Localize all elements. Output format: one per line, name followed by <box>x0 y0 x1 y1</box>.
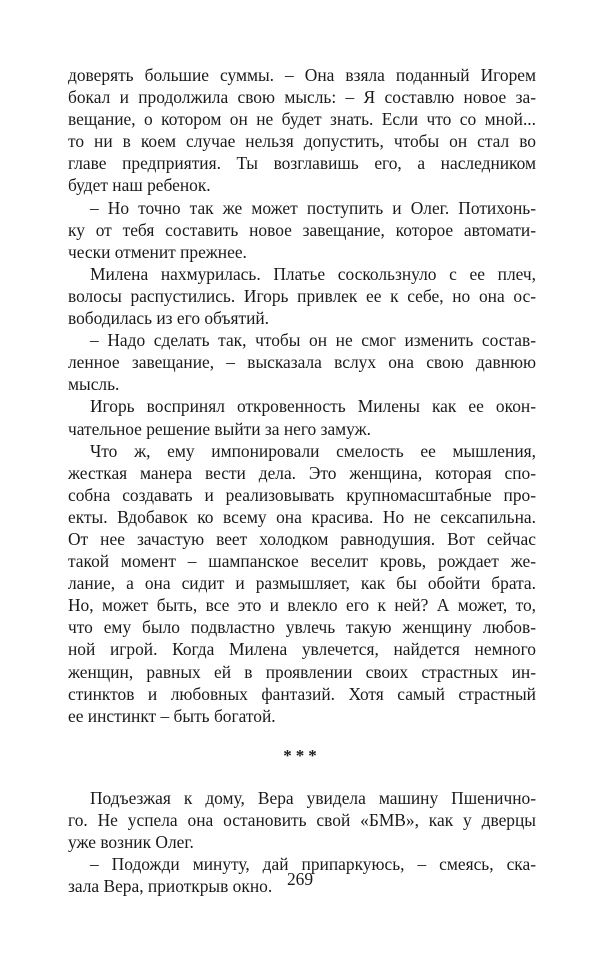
paragraph <box>68 440 536 727</box>
text-line: доверять большие суммы. – Она взяла поданный Игорем <box>68 65 536 85</box>
text-line: мысль. <box>68 374 120 395</box>
text-line: Милена нахмурилась. Платье соскользнуло с ее плеч, <box>90 263 536 284</box>
page-number: 269 <box>286 869 314 889</box>
text-line: жесткая манера вести дела. Это женщина, которая спо- <box>68 462 536 483</box>
paragraph <box>68 329 536 395</box>
paragraph <box>68 395 536 439</box>
text-line: ной игрой. Когда Милена увлечется, найдется немного <box>68 639 536 660</box>
text-line: Что ж, ему импонировали смелость ее мышления, <box>90 440 536 461</box>
text-line: Игорь воспринял откровенность Милены как ее окон- <box>90 396 536 417</box>
text-line: то ни в коем случае нельзя допустить, чтобы он стал во <box>68 131 536 152</box>
text-line: – Подожди минуту, дай припаркуюсь, – смеясь, ска- <box>90 854 536 875</box>
text-line: такой момент – шампанское веселит кровь, рождает же- <box>68 551 536 572</box>
text-line: От нее зачастую веет холодком равнодушия. Вот сейчас <box>68 528 536 549</box>
text-line: Подъезжая к дому, Вера увидела машину Пшенично- <box>90 787 536 808</box>
text-line: чательное решение выйти за него замуж. <box>68 418 372 439</box>
text-line: – Надо сделать так, чтобы он не смог изменить состав- <box>90 330 536 351</box>
text-line: главе предприятия. Ты возглавишь его, а наследником <box>68 153 536 174</box>
paragraph <box>68 787 536 853</box>
text-line: собна создавать и реализовывать крупномасштабные про- <box>68 484 536 505</box>
text-line: зала Вера, приоткрыв окно. <box>68 876 273 897</box>
text-line: вободилась из его объятий. <box>68 308 270 329</box>
text-line: ее инстинкт – быть богатой. <box>68 705 276 726</box>
text-line: бокал и продолжила свою мысль: – Я составлю новое за- <box>68 87 536 108</box>
text-line: ленное завещание, – высказала вслух она свою давнюю <box>68 352 536 373</box>
text-line: вещание, о котором он не будет знать. Если что со мной... <box>68 109 536 130</box>
text-line: екты. Вдобавок ко всему она красива. Но не сексапильна. <box>68 506 536 527</box>
page-body <box>68 64 536 897</box>
text-line: го. Не успела она остановить свой «БМВ», как у дверцы <box>68 809 536 830</box>
text-line: что ему было подвластно увлечь такую женщину любов- <box>68 617 536 638</box>
text-block-before <box>68 64 536 727</box>
text-line: уже возник Олег. <box>68 832 194 852</box>
paragraph <box>68 64 536 197</box>
paragraph <box>68 263 536 329</box>
text-line: будет наш ребенок. <box>68 175 211 196</box>
section-divider: *** <box>283 745 321 765</box>
text-line: стинктов и любовных фантазий. Хотя самый страстный <box>68 683 536 704</box>
text-line: женщин, равных ей в проявлении своих страстных ин- <box>68 661 536 682</box>
text-line: ку от тебя составить новое завещание, которое автомати- <box>68 219 536 240</box>
text-line: – Но точно так же может поступить и Олег. Потихонь- <box>90 197 536 218</box>
text-line: чески отменит прежнее. <box>68 241 247 262</box>
text-line: Но, может быть, все это и влекло его к ней? А может, то, <box>68 595 536 616</box>
text-line: лание, а она сидит и размышляет, как бы обойти брата. <box>68 573 536 594</box>
text-line: волосы распустились. Игорь привлек ее к себе, но она ос- <box>68 285 536 306</box>
paragraph <box>68 197 536 263</box>
